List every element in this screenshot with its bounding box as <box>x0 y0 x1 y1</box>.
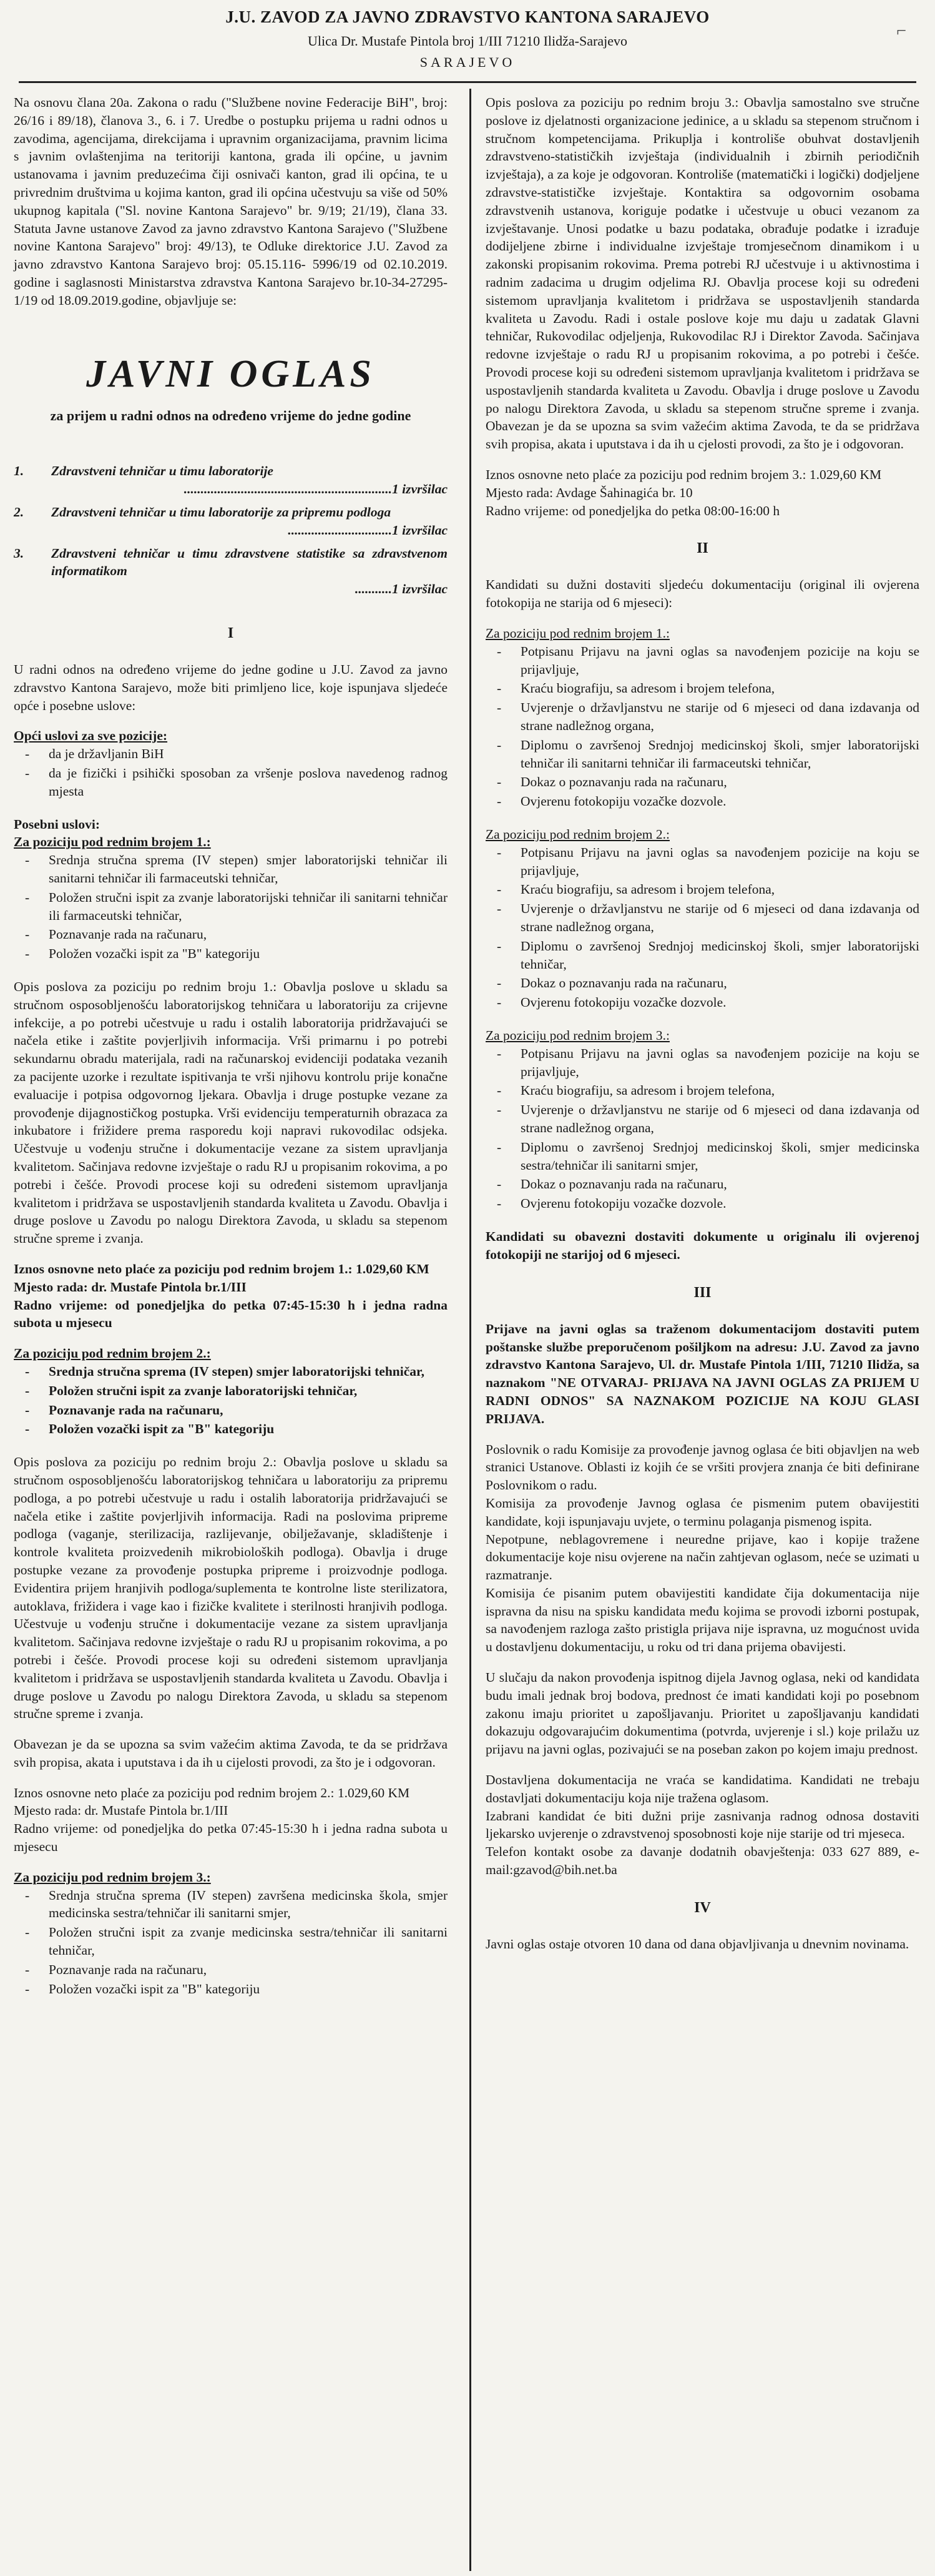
list-item: - Dokaz o poznavanju rada na računaru, <box>486 974 919 992</box>
list-item: - Ovjerenu fotokopiju vozačke dozvole. <box>486 792 919 811</box>
docs-position-3-heading: Za poziciju pod rednim brojem 3.: <box>486 1028 670 1044</box>
corner-scribble-icon: ⌐ <box>896 21 906 41</box>
document-header <box>0 4 935 71</box>
position-number: 3. <box>14 545 24 561</box>
list-item: - Potpisanu Prijavu na javni oglas sa navođenjem pozicije na koju se prijavljuje, <box>486 844 919 880</box>
position-3-hours: Radno vrijeme: od ponedjeljka do petka 08:00-16:00 h <box>486 503 780 518</box>
right-column <box>486 94 919 1966</box>
list-item: - Položen stručni ispit za zvanje medicinska sestra/tehničar ili sanitarni tehničar, <box>14 1923 448 1960</box>
list-item: - Uvjerenje o državljanstvu ne starije od 6 mjeseci od dana izdavanja od strane nadležnog organa, <box>486 699 919 735</box>
position-1-salary: Iznos osnovne neto plaće za poziciju pod rednim brojem 1.: 1.029,60 KM <box>14 1261 429 1276</box>
docs-position-2-heading: Za poziciju pod rednim brojem 2.: <box>486 827 670 842</box>
position-1-conditions <box>14 851 448 963</box>
position-3-salary: Iznos osnovne neto plaće za poziciju pod rednim brojem 3.: 1.029,60 KM <box>486 466 882 482</box>
position-2-description: Opis poslova za poziciju po rednim broju 2.: Obavlja poslove u skladu sa stručnom osposobljenošću laboratorijskog tehničara u laboratoriju za pripremu podloga, a po potrebi učestvuje u radu i ostalih laboratorija pridržavajući se načela etike i zaštite povjerljivih informacija. Radi na poslovima pripreme podloga (vaganje, sterilizacija, razlijevanje, obilježavanje, skladištenje i kontrole kvaliteta proizvedenih mikrobioloških podloga). Obavlja i druge postupke vezane za provođenje postupka pripreme i proizvodnje podloga. Evidentira prijem hranjivih podloga/suplementa te kontrolne liste sterilizatora, autoklava, frižidera i vage kao i fizičke kvalitete i sterilnosti hranjivih podloga. Učestvuje u vođenju stručne i dokumentacije vezane za sistem upravljanja kvalitetom. Sačinjava redovne izvještaje o radu RJ u propisanim rokovima, a po potrebi i češće. Provodi procese koji su određeni sistemom upravljanja kvalitetom i pridržava se uspostavljenih standarda kvaliteta u Zavodu. Obavlja i druge poslove u Zavodu po nalogu Direktora Zavoda, u skladu sa stepenom stručne spreme i zvanja. <box>14 1454 448 1722</box>
list-item: - Potpisanu Prijavu na javni oglas sa navođenjem pozicije na koju se prijavljuje, <box>486 643 919 679</box>
institution-name: J.U. ZAVOD ZA JAVNO ZDRAVSTVO KANTONA SARAJEVO <box>225 7 710 26</box>
list-item: - Diplomu o završenoj Srednjoj medicinskoj školi, smjer medicinska sestra/tehničar ili sanitarni smjer, <box>486 1138 919 1175</box>
section-iii-paragraph: Poslovnik o radu Komisije za provođenje javnog oglasa će biti objavljen na web stranici Ustanove. Oblasti iz kojih će se vršiti provjera znanja će biti definirane Poslovnikom o radu. <box>486 1441 919 1493</box>
position-3-location: Mjesto rada: Avdage Šahinagića br. 10 <box>486 485 693 500</box>
position-2-heading: Za poziciju pod rednim brojem 2.: <box>14 1346 211 1361</box>
contact-info: Telefon kontakt osobe za davanje dodatnih obavještenja: 033 627 889, e-mail:gzavod@bih.net.ba <box>486 1844 919 1878</box>
list-item: - Srednja stručna sprema (IV stepen) smjer laboratorijski tehničar, <box>14 1363 448 1381</box>
list-item: - Položen vozački ispit za "B" kategoriju <box>14 1420 448 1438</box>
left-column <box>14 94 448 2013</box>
position-1-description: Opis poslova za poziciju po rednim broju 1.: Obavlja poslove u skladu sa stručnom osposobljenošću laboratorijskog tehničara u laboratoriju za crijevne infekcije, a po potrebi učestvuje u radu i ostalih laboratorija pridržavajući se načela etike i zaštite povjerljivih informacija. Vrši primarnu i po potrebi sekundarnu obradu materijala, radi na računarskoj evidenciji podataka vezanih za pacijente uzorke i rezultate ispitivanja te vrši njihovu kontrolu prije konačne evaluacije i potpisa odgovornog ljekara. Obavlja i druge postupke vezane za provođenje dijagnostičkog postupka. Vrši evidenciju temperaturnih obrazaca za inkubatore i frižidere prema rasporedu koji napravi rukovodilac odsjeka. Učestvuje u vođenju stručne i dokumentacije vezane za sistem upravljanja kvalitetom. Sačinjava redovne izvještaje o radu RJ u propisanim rokovima, a po potrebi i češće. Provodi procese koji su određeni sistemom upravljanja kvalitetom i pridržava se uspostavljenih standarda kvaliteta u Zavodu. Obavlja i druge poslove u Zavodu po nalogu Direktora Zavoda, u skladu sa stepenom stručne spreme i zvanja. <box>14 979 448 1246</box>
position-title: Zdravstveni tehničar u timu laboratorije <box>51 463 273 479</box>
section-iii-paragraph: U slučaju da nakon provođenja ispitnog dijela Javnog oglasa, neki od kandidata budu imali jednak broj bodova, prednost će imati kandidati koji po posebnom zakonu imaju prioritet u zapošljavanju. Prioritet u zapošljavanju kandidati dokazuju odgovarajućim dokumentima (potvrda, uvjerenje i sl.) koje prilažu uz prijavu na javni oglas, pozivajući se na poseban zakon po kojem imaju prednost. <box>486 1670 919 1757</box>
list-item: - Poznavanje rada na računaru, <box>14 925 448 944</box>
positions-list <box>14 462 448 598</box>
list-item: - da je državljanin BiH <box>14 745 448 763</box>
docs-position-2-list <box>486 844 919 1012</box>
list-item: - Srednja stručna sprema (IV stepen) smjer laboratorijski tehničar ili sanitarni tehničar ili farmaceutski tehničar, <box>14 851 448 887</box>
position-title: Zdravstveni tehničar u timu zdravstvene statistike sa zdravstvenom informatikom <box>51 545 448 579</box>
section-iii-paragraph: Dostavljena dokumentacija ne vraća se kandidatima. Kandidati ne trebaju dostavljati dokumentaciju koja nije tražena oglasom. <box>486 1772 919 1805</box>
position-title: Zdravstveni tehničar u timu laboratorije za pripremu podloga <box>51 504 391 520</box>
list-item: - Ovjerenu fotokopiju vozačke dozvole. <box>486 994 919 1012</box>
position-2-location: Mjesto rada: dr. Mustafe Pintola br.1/III <box>14 1803 228 1818</box>
general-conditions-list <box>14 745 448 800</box>
section-numeral-iv: IV <box>694 1899 711 1916</box>
list-item: - Poznavanje rada na računaru, <box>14 1401 448 1419</box>
list-item: - Kraću biografiju, sa adresom i brojem telefona, <box>486 679 919 698</box>
list-item: - Srednja stručna sprema (IV stepen) završena medicinska škola, smjer medicinska sestra/tehničar ili sanitarni smjer, <box>14 1887 448 1923</box>
list-item: - Ovjerenu fotokopiju vozačke dozvole. <box>486 1195 919 1213</box>
list-item: - Položen vozački ispit za "B" kategoriju <box>14 945 448 963</box>
submission-instructions: Prijave na javni oglas sa traženom dokumentacijom dostaviti putem poštanske službe preporučenom pošiljkom na adresu: J.U. Zavod za javno zdravstvo Kantona Sarajevo, Ul. dr. Mustafe Pintola 1/III, 71210 Ilidža, sa naznakom "NE OTVARAJ- PRIJAVA NA JAVNI OGLAS ZA PRIJEM U RADNI ODNOS" SA NAZNAKOM POZICIJE NA KOJU GLASI PRIJAVA. <box>486 1321 919 1426</box>
list-item: - Dokaz o poznavanju rada na računaru, <box>486 1175 919 1193</box>
announcement-title: JAVNI OGLAS <box>86 352 375 395</box>
position-2-salary: Iznos osnovne neto plaće za poziciju pod rednim brojem 2.: 1.029,60 KM <box>14 1785 410 1800</box>
position-item <box>14 545 448 598</box>
list-item: - Uvjerenje o državljanstvu ne starije od 6 mjeseci od dana izdavanja od strane nadležnog organa, <box>486 1101 919 1137</box>
position-3-description: Opis poslova za poziciju po rednim broju 3.: Obavlja samostalno sve stručne poslove iz djelatnosti organizacione jedinice, a u skladu sa stepenom stručnom i stručnom kompetencijama. Prikuplja i kontroliše obuhvat dostavljenih zdravstveno-statističkih izvještaja (individualnih i zbirnih periodičnih izvještaja), a za koje je odgovoran. Kontroliše (matematički i logički) dodjeljene zdravstve-statističke izvještaje. Kontaktira sa odgovornim osobama zdravstvenih ustanova, koriguje podatke i učestvuje u obuci vezanom za izvještavanje. Unosi podatke u bazu podataka, obrađuje podatke i izrađuje dodijeljene zbirne i individualne izvještaje tromjesečnom dinamikom i u zakonski propisanim rokovima. Prema potrebi RJ učestvuje i u aktivnostima i radnim zadacima u drugim odjelima RJ. Obavlja procese koji su određeni sistemom upravljanja kvalitetom i pridržava se uspostavljenih standarda kvaliteta u Zavodu. Radi i ostale poslove koje mu daju u zadatak Glavni tehničar, Rukovodilac odjeljenja, Rukovodilac RJ i Direktor Zavoda. Sačinjava redovne izvještaje o radu RJ u propisanim rokovima, a po potrebi i češće. Provodi procese koji su određeni sistemom upravljanja kvalitetom i pridržava se uspostavljenih standarda kvaliteta u Zavodu. Obavlja i druge poslove u Zavodu po nalogu Direktora Zavoda, u skladu sa stepenom stručne spreme i zvanja. Obavezan je da se upozna sa svim važećim aktima Zavoda, te da se pridržava svih propisa, akata i uputstava i da ih u cjelosti provodi, za što je i odgovoran. <box>486 95 919 452</box>
position-2-conditions <box>14 1363 448 1438</box>
list-item: - Dokaz o poznavanju rada na računaru, <box>486 773 919 791</box>
section-iii-paragraph: Komisija će pisanim putem obavijestiti kandidate čija dokumentacija nije ispravna da nisu na spisku kandidata među kojima se provodi izborni postupak, sa navođenjem razloga zašto pristigla prijava nije ispravna, uz mogućnost uvida u dostavljenu dokumentaciju, u roku od tri dana prijema obavijesti. <box>486 1585 919 1655</box>
list-item: - Položen stručni ispit za zvanje laboratorijski tehničar ili sanitarni tehničar ili farmaceutski tehničar, <box>14 889 448 925</box>
section-iii-paragraph: Nepotpune, neblagovremene i neuredne prijave, kao i kopije tražene dokumentacije koje nisu ovjerene na način zahtjevan oglasom, neće se uzimati u razmatranje. <box>486 1531 919 1583</box>
closing-statement: Javni oglas ostaje otvoren 10 dana od dana objavljivanja u dnevnim novinama. <box>486 1937 909 1952</box>
section-iii-paragraph: Izabrani kandidat će biti dužni prije zasnivanja radnog odnosa dostaviti ljekarsko uvjerenje o zdravstvenoj sposobnosti koje nije starije od tri mjeseca. <box>486 1808 919 1842</box>
position-1-hours: Radno vrijeme: od ponedjeljka do petka 07:45-15:30 h i jedna radna subota u mjesecu <box>14 1297 448 1331</box>
intro-paragraph: Na osnovu člana 20a. Zakona o radu ("Službene novine Federacije BiH", broj: 26/16 i 89/18), članova 3., 6. i 7. Uredbe o postupku prijema u radni odnos u zavodima, agencijama, direkcijama i upravnim organizacijama, pravnim licima s javnim ovlaštenjima na teritoriji kantona, grada ili općine, u javnim ustanovama i javnim preduzećima čiji osnivači kanton, grad ili općina, te u privrednim društvima u kojima kanton, grad ili općina učestvuju sa više od 50% ukupnog kapitala ("Sl. novine Kantona Sarajevo" br. 9/19; 21/19), člana 33. Statuta Javne ustanove Zavod za javno zdravstvo Kantona Sarajevo ("Službene novine Kantona Sarajevo" broj: 49/13), te Odluke direktorice J.U. Zavod za javno zdravstvo Kantona Sarajevo broj: 05.15.116- 5996/19 od 02.10.2019. godine i saglasnosti Ministarstva zdravstva Kantona Sarajevo br.10-34-27295-1/19 od 18.09.2019.godine, objavljuje se: <box>14 95 448 308</box>
position-item <box>14 503 448 540</box>
position-count: ...............................1 izvršilac <box>288 522 448 538</box>
list-item: - Položen stručni ispit za zvanje laboratorijski tehničar, <box>14 1382 448 1400</box>
position-count: ...........1 izvršilac <box>355 581 448 597</box>
special-conditions-heading: Posebni uslovi: <box>14 816 100 832</box>
position-1-heading: Za poziciju pod rednim brojem 1.: <box>14 834 211 850</box>
position-1-location: Mjesto rada: dr. Mustafe Pintola br.1/III <box>14 1279 247 1295</box>
list-item: - Diplomu o završenoj Srednjoj medicinskoj školi, smjer laboratorijski tehničar, <box>486 937 919 974</box>
position-2-hours: Radno vrijeme: od ponedjeljka do petka 07:45-15:30 h i jedna radna subota u mjesecu <box>14 1821 448 1855</box>
position-item <box>14 462 448 498</box>
position-3-conditions <box>14 1887 448 1998</box>
list-item: - Potpisanu Prijavu na javni oglas sa navođenjem pozicije na koju se prijavljuje, <box>486 1045 919 1081</box>
institution-address: Ulica Dr. Mustafe Pintola broj 1/III 71210 Ilidža-Sarajevo <box>308 33 627 49</box>
general-conditions-heading: Opći uslovi za sve pozicije: <box>14 728 168 744</box>
section-ii-intro: Kandidati su dužni dostaviti sljedeću dokumentaciju (original ili ovjerena fotokopija ne starija od 6 mjeseci): <box>486 577 919 611</box>
position-3-heading: Za poziciju pod rednim brojem 3.: <box>14 1869 211 1885</box>
section-numeral-i: I <box>227 624 234 641</box>
list-item: - Kraću biografiju, sa adresom i brojem telefona, <box>486 881 919 899</box>
list-item: - da je fizički i psihički sposoban za vršenje poslova navedenog radnog mjesta <box>14 764 448 801</box>
institution-city: SARAJEVO <box>419 54 516 70</box>
list-item: - Položen vozački ispit za "B" kategoriju <box>14 1980 448 1998</box>
column-divider <box>469 89 471 2571</box>
header-divider <box>19 81 916 83</box>
position-number: 2. <box>14 504 24 520</box>
docs-position-3-list <box>486 1045 919 1213</box>
section-numeral-ii: II <box>697 540 708 557</box>
docs-position-1-list <box>486 643 919 811</box>
list-item: - Poznavanje rada na računaru, <box>14 1961 448 1979</box>
docs-note: Kandidati su obavezni dostaviti dokumente u originalu ili ovjerenoj fotokopiji ne starijoj od 6 mjeseci. <box>486 1228 919 1262</box>
section-i-intro: U radni odnos na određeno vrijeme do jedne godine u J.U. Zavod za javno zdravstvo Kantona Sarajevo, može biti primljeno lice, koje ispunjava sljedeće opće i posebne uslove: <box>14 662 448 713</box>
section-numeral-iii: III <box>693 1284 712 1301</box>
position-number: 1. <box>14 463 24 479</box>
section-iii-paragraph: Komisija za provođenje Javnog oglasa će pismenim putem obavijestiti kandidate, koji ispunjavaju uvjete, o terminu polaganja pismenog ispita. <box>486 1495 919 1529</box>
docs-position-1-heading: Za poziciju pod rednim brojem 1.: <box>486 626 670 641</box>
list-item: - Diplomu o završenoj Srednjoj medicinskoj školi, smjer laboratorijski tehničar ili sanitarni tehničar ili farmaceutski tehničar, <box>486 736 919 772</box>
position-2-obligation: Obavezan je da se upozna sa svim važećim aktima Zavoda, te da se pridržava svih propisa, akata i uputstava i da ih u cijelosti provodi, za što je i odgovoran. <box>14 1737 448 1770</box>
list-item: - Uvjerenje o državljanstvu ne starije od 6 mjeseci od dana izdavanja od strane nadležnog organa, <box>486 900 919 936</box>
position-count: ..............................................................1 izvršilac <box>184 481 448 497</box>
list-item: - Kraću biografiju, sa adresom i brojem telefona, <box>486 1082 919 1100</box>
announcement-subtitle: za prijem u radni odnos na određeno vrijeme do jedne godine <box>50 407 411 423</box>
